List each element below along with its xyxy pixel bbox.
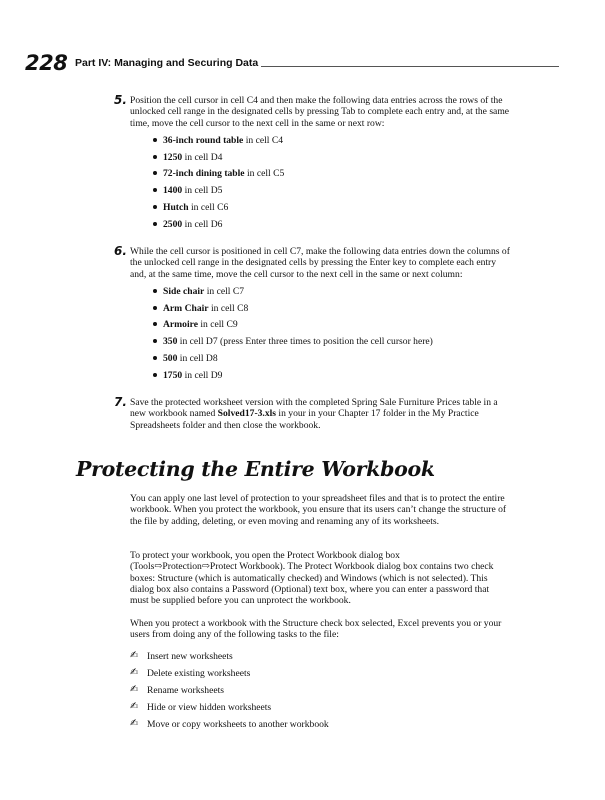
list-item: ✍ Move or copy worksheets to another workbook: [130, 718, 329, 730]
bullet-dot: [153, 306, 157, 310]
list-item: Side chair in cell C7: [130, 286, 512, 297]
step-number: 6.: [114, 244, 127, 258]
list-item: 350 in cell D7 (press Enter three times to position the cell cursor here): [130, 336, 512, 347]
step-text: While the cell cursor is positioned in cell C7, make the following data entries down the columns of the unlocked cell range in the designated cells by pressing the Enter key to complete each entry and, at the same time, move the cell cursor to the next cell in the same or next column:: [130, 246, 510, 280]
checkmark-icon: ✍: [130, 650, 139, 661]
section-title: Protecting the Entire Workbook: [76, 457, 435, 481]
bullet-dot: [153, 205, 157, 209]
checkmark-icon: ✍: [130, 718, 139, 729]
list-item: Arm Chair in cell C8: [130, 303, 512, 314]
entry-list: [130, 135, 512, 230]
bullet-dot: [153, 356, 157, 360]
checkmark-icon: ✍: [130, 667, 139, 678]
list-item: ✍ Delete existing worksheets: [130, 667, 251, 679]
list-item: 1750 in cell D9: [130, 370, 512, 381]
bullet-dot: [153, 138, 157, 142]
entry-list: [130, 286, 512, 381]
bullet-dot: [153, 322, 157, 326]
bullet-dot: [153, 222, 157, 226]
list-item: 36-inch round table in cell C4: [130, 135, 512, 146]
bullet-dot: [153, 373, 157, 377]
list-item: ✍ Hide or view hidden worksheets: [130, 701, 272, 713]
step-text: Save the protected worksheet version with the completed Spring Sale Furniture Prices table in a new workbook named Solved17-3.xls in your in your Chapter 17 folder in the My Practice Spreadsheets folder and then close the workbook.: [130, 397, 498, 431]
list-item: ✍ Insert new worksheets: [130, 650, 233, 662]
step-number: 5.: [114, 93, 127, 107]
bullet-dot: [153, 339, 157, 343]
file-name: Solved17-3.xls: [217, 408, 277, 420]
paragraph: You can apply one last level of protection to your spreadsheet files and that is to protect the entire workbook. When you protect the workbook, you ensure that its users can’t change the structure of the file by adding, deleting, or even moving and renaming any of its worksheets.: [130, 493, 507, 527]
step-5: [114, 93, 512, 236]
paragraph: To protect your workbook, you open the Protect Workbook dialog box (Tools⇨Protection⇨Protect Workbook). The Protect Workbook dialog box contains two check boxes: Structure (which is automatically checked) and Windows (which is not selected). This dialog box also contains a Password (Optional) text box, where you can enter a password that must be supplied before you can unprotect the workbook.: [130, 550, 494, 607]
page-number: 228: [25, 51, 68, 75]
step-number: 7.: [114, 395, 127, 409]
list-item: 1400 in cell D5: [130, 185, 512, 196]
bullet-dot: [153, 155, 157, 159]
checkmark-icon: ✍: [130, 684, 139, 695]
bullet-dot: [153, 289, 157, 293]
part-title: Part IV: Managing and Securing Data: [75, 57, 259, 69]
list-item: 72-inch dining table in cell C5: [130, 168, 512, 179]
paragraph: When you protect a workbook with the Structure check box selected, Excel prevents you or your users from doing any of the following tasks to the file:: [130, 618, 502, 641]
page-header: [25, 52, 535, 76]
bullet-dot: [153, 188, 157, 192]
bullet-dot: [153, 171, 157, 175]
step-text: Position the cell cursor in cell C4 and then make the following data entries across the rows of the unlocked cell range in the designated cells by pressing Tab to complete each entry and, at the same time, move the cell cursor to the next cell in the same or next row:: [130, 95, 510, 129]
list-item: 500 in cell D8: [130, 353, 512, 364]
step-6: [114, 244, 512, 387]
step-7: [114, 395, 512, 431]
list-item: Armoire in cell C9: [130, 319, 512, 330]
list-item: Hutch in cell C6: [130, 202, 512, 213]
restriction-list: [130, 651, 329, 736]
header-rule: [261, 66, 559, 67]
checkmark-icon: ✍: [130, 701, 139, 712]
list-item: 1250 in cell D4: [130, 152, 512, 163]
list-item: 2500 in cell D6: [130, 219, 512, 230]
list-item: ✍ Rename worksheets: [130, 684, 224, 696]
